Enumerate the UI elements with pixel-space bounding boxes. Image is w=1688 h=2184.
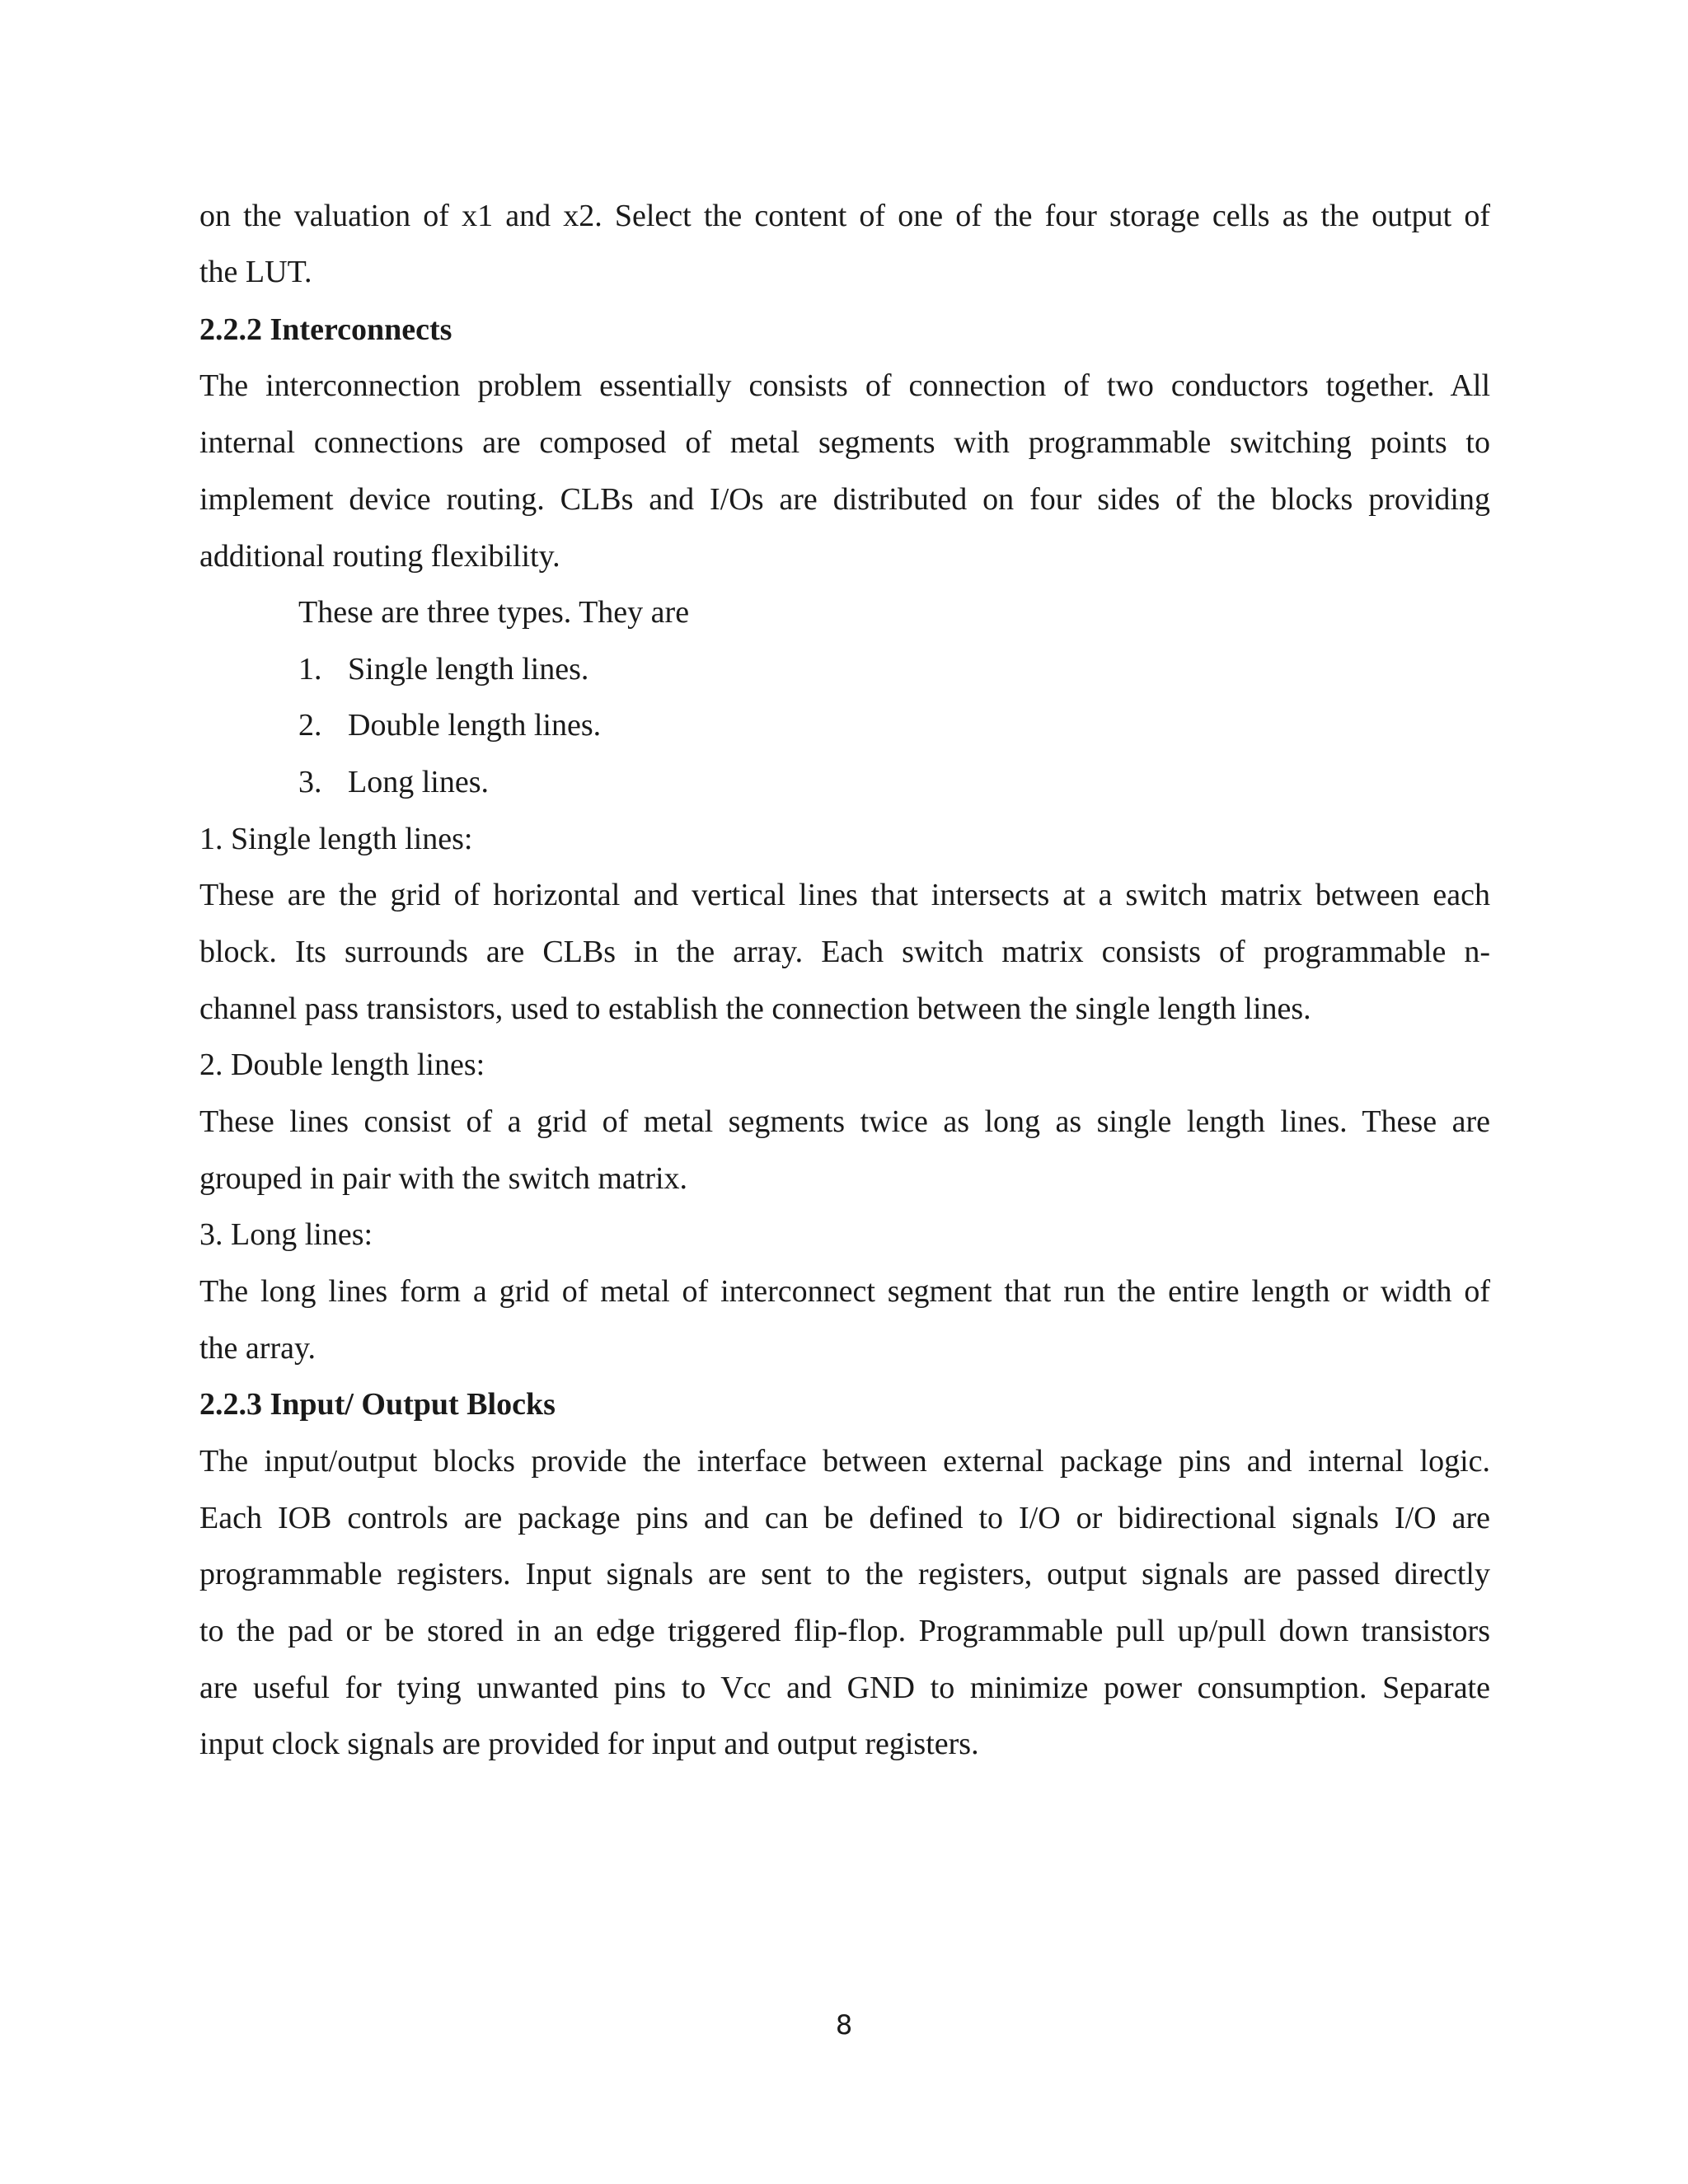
intro-line-2: the LUT. [199, 255, 312, 289]
io-line-2: Each IOB controls are package pins and can be defined to I/O or bidirectional signals I/O are [199, 1501, 1490, 1535]
list-item-text: Long lines. [348, 765, 489, 799]
page-number: 8 [835, 2009, 853, 2041]
list-item-number: 1. [298, 652, 322, 687]
io-line-1: The input/output blocks provide the interface between external package pins and internal logic. [199, 1444, 1490, 1479]
io-line-4: to the pad or be stored in an edge triggered flip-flop. Programmable pull up/pull down transistors [199, 1614, 1490, 1648]
long-line-1: The long lines form a grid of metal of interconnect segment that run the entire length or width of [199, 1274, 1490, 1309]
types-intro: These are three types. They are [298, 595, 690, 630]
io-line-5: are useful for tying unwanted pins to Vcc and GND to minimize power consumption. Separate [199, 1671, 1490, 1705]
long-line-2: the array. [199, 1331, 316, 1366]
list-item-number: 3. [298, 765, 322, 799]
double-line-2: grouped in pair with the switch matrix. [199, 1161, 688, 1196]
subsection-title-long: 3. Long lines: [199, 1217, 373, 1252]
list-item-text: Single length lines. [348, 652, 589, 687]
section-heading-interconnects: 2.2.2 Interconnects [199, 312, 452, 347]
section-heading-io-blocks: 2.2.3 Input/ Output Blocks [199, 1387, 556, 1422]
single-line-1: These are the grid of horizontal and vertical lines that intersects at a switch matrix between each [199, 878, 1490, 912]
subsection-title-single: 1. Single length lines: [199, 822, 473, 856]
list-item-text: Double length lines. [348, 708, 602, 743]
single-line-2: block. Its surrounds are CLBs in the array. Each switch matrix consists of programmable n- [199, 935, 1490, 969]
io-line-6: input clock signals are provided for input and output registers. [199, 1727, 979, 1761]
list-item-number: 2. [298, 708, 322, 743]
intro-line-1: on the valuation of x1 and x2. Select the content of one of the four storage cells as the output of [199, 199, 1490, 233]
interconnects-para-line-4: additional routing flexibility. [199, 539, 560, 574]
interconnects-para-line-2: internal connections are composed of metal segments with programmable switching points to [199, 425, 1490, 460]
subsection-title-double: 2. Double length lines: [199, 1047, 485, 1082]
double-line-1: These lines consist of a grid of metal segments twice as long as single length lines. These are [199, 1104, 1490, 1139]
io-line-3: programmable registers. Input signals are sent to the registers, output signals are passed directly [199, 1557, 1490, 1591]
interconnects-para-line-1: The interconnection problem essentially consists of connection of two conductors together. All [199, 368, 1490, 403]
interconnects-para-line-3: implement device routing. CLBs and I/Os are distributed on four sides of the blocks providing [199, 482, 1490, 517]
single-line-3: channel pass transistors, used to establish the connection between the single length lines. [199, 991, 1311, 1026]
